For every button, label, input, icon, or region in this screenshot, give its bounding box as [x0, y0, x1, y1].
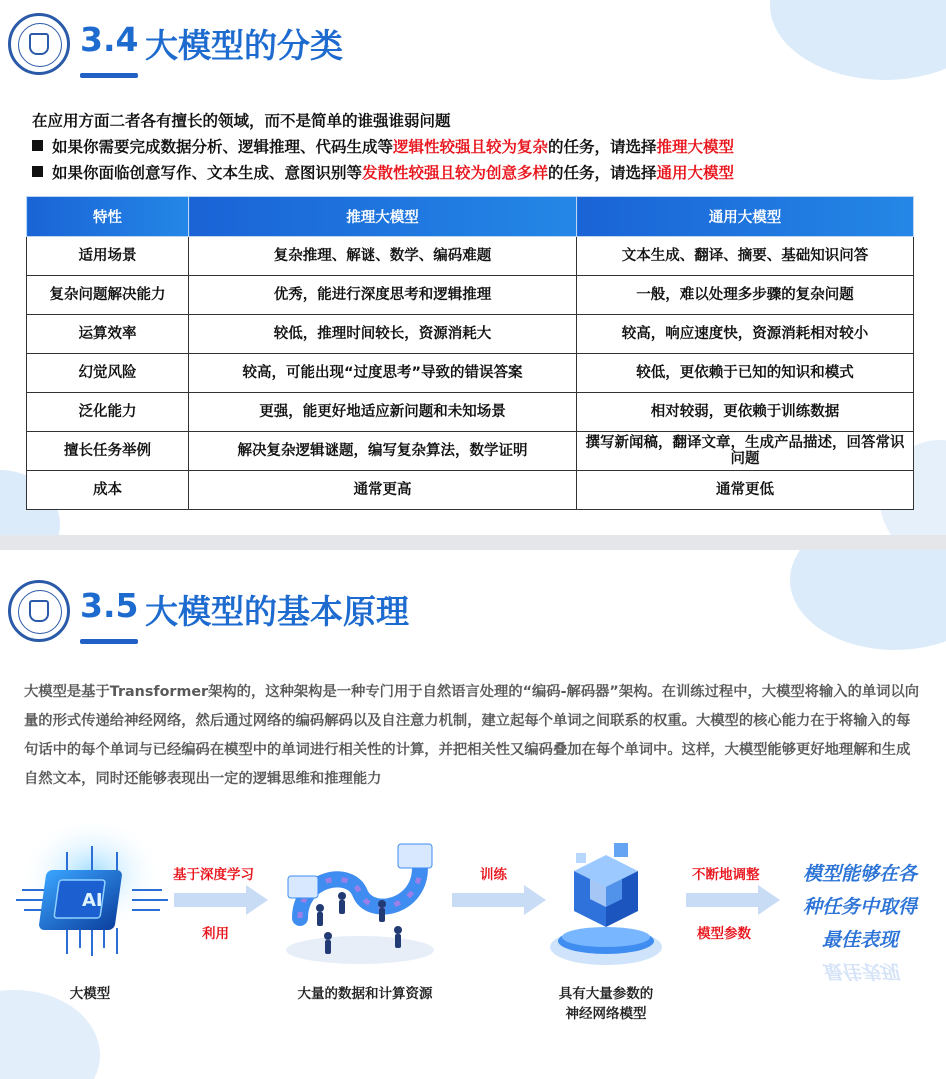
table-cell: 更强，能更好地适应新问题和未知场景 — [189, 393, 577, 432]
table-row — [27, 471, 914, 510]
bullet-square-icon — [32, 166, 43, 177]
table-header: 推理大模型 — [189, 197, 577, 237]
page-title: 大模型的分类 — [145, 26, 343, 65]
table-cell: 相对较弱，更依赖于训练数据 — [577, 393, 914, 432]
bullet-reasoning: 如果你需要完成数据分析、逻辑推理、代码生成等逻辑性较强且较为复杂的任务，请选择推理大模型 — [32, 135, 734, 157]
flow-arrow-3 — [686, 885, 780, 915]
table-row — [27, 315, 914, 354]
caption-large-model: 大模型 — [69, 986, 111, 1002]
table-cell: 通常更高 — [189, 471, 577, 510]
table-cell: 一般，难以处理多步骤的复杂问题 — [577, 276, 914, 315]
result-reflection: 最佳表现 — [821, 960, 898, 982]
table-cell: 较低，推理时间较长，资源消耗大 — [189, 315, 577, 354]
slide-principle — [0, 550, 946, 1079]
table-row — [27, 432, 914, 471]
table-cell: 复杂推理、解谜、数学、编码难题 — [189, 237, 577, 276]
table-cell: 解决复杂逻辑谜题，编写复杂算法，数学证明 — [189, 432, 577, 471]
arrow1-top-label: 基于深度学习 — [173, 867, 254, 883]
intro-text: 在应用方面二者各有擅长的领域，而不是简单的谁强谁弱问题 — [32, 112, 451, 130]
university-seal-icon — [8, 580, 70, 642]
table-row — [27, 354, 914, 393]
table-cell: 撰写新闻稿，翻译文章，生成产品描述，回答常识问题 — [577, 432, 914, 471]
table-header-row — [27, 197, 914, 237]
bullet-square-icon — [32, 140, 43, 151]
arrow3-top-label: 不断地调整 — [692, 867, 760, 883]
table-cell: 较低，更依赖于已知的知识和模式 — [577, 354, 914, 393]
chip-label: AI — [82, 890, 103, 911]
table-header: 特性 — [27, 197, 189, 237]
table-row — [27, 237, 914, 276]
slide-classification — [0, 0, 946, 535]
table-row — [27, 393, 914, 432]
table-cell: 通常更低 — [577, 471, 914, 510]
comparison-table — [26, 196, 914, 510]
table-cell: 较高，可能出现“过度思考”导致的错误答案 — [189, 354, 577, 393]
arrow3-bottom-label: 模型参数 — [697, 926, 751, 942]
ai-chip-illustration — [12, 818, 172, 958]
table-cell: 擅长任务举例 — [27, 432, 189, 471]
slide-divider — [0, 535, 946, 550]
caption-data-compute: 大量的数据和计算资源 — [297, 986, 433, 1002]
table-cell: 文本生成、翻译、摘要、基础知识问答 — [577, 237, 914, 276]
table-cell: 适用场景 — [27, 237, 189, 276]
flow-arrow-2 — [452, 885, 546, 915]
title-underline — [80, 73, 138, 78]
bullet-general: 如果你面临创意写作、文本生成、意图识别等发散性较强且较为创意多样的任务，请选择通用大模型 — [32, 161, 734, 183]
table-cell: 泛化能力 — [27, 393, 189, 432]
university-seal-icon — [8, 13, 70, 75]
caption-neural-network: 具有大量参数的 神经网络模型 — [558, 986, 654, 1022]
table-cell: 幻觉风险 — [27, 354, 189, 393]
table-cell: 运算效率 — [27, 315, 189, 354]
table-cell: 复杂问题解决能力 — [27, 276, 189, 315]
table-row — [27, 276, 914, 315]
title-underline — [80, 639, 138, 644]
section-number: 3.4 — [80, 20, 139, 59]
table-cell: 较高，响应速度快，资源消耗相对较小 — [577, 315, 914, 354]
neural-network-illustration — [546, 835, 666, 975]
arrow2-top-label: 训练 — [480, 867, 507, 883]
decor-blob-top-right — [790, 550, 946, 650]
table-cell: 成本 — [27, 471, 189, 510]
table-header: 通用大模型 — [577, 197, 914, 237]
section-number: 3.5 — [80, 586, 139, 625]
result-text: 模型能够在各 种任务中取得 最佳表现 — [802, 863, 917, 951]
decor-blob-top-right — [770, 0, 946, 80]
table-cell: 优秀，能进行深度思考和逻辑推理 — [189, 276, 577, 315]
data-compute-illustration — [280, 838, 440, 968]
arrow1-bottom-label: 利用 — [202, 926, 229, 942]
principle-paragraph: 大模型是基于Transformer架构的，这种架构是一种专门用于自然语言处理的“编码-解码器”架构。在训练过程中，大模型将输入的单词以向量的形式传递给神经网络，然后通过网络的编码解码以及自注意力机制，建立起每个单词之间联系的权重。大模型的核心能力在于将输入的每句话中的每个单词与已经编码在模型中的单词进行相关性的计算，并把相关性又编码叠加在每个单词中。这样，大模型能够更好地理解和生成自然文本，同时还能够表现出一定的逻辑思维和推理能力 — [24, 684, 920, 787]
flow-arrow-1 — [174, 885, 268, 915]
page-title: 大模型的基本原理 — [145, 592, 409, 631]
